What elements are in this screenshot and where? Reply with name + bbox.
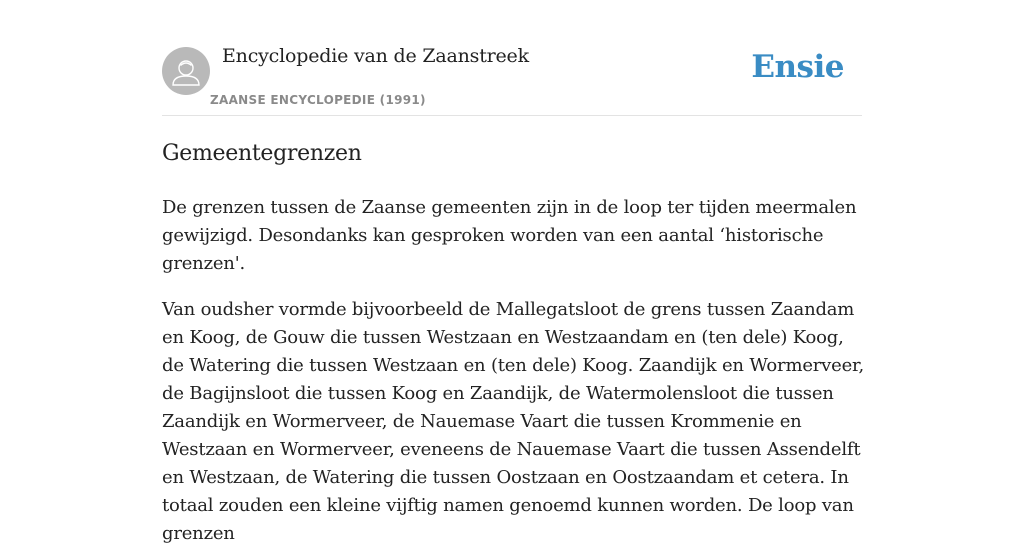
site-title[interactable]: Encyclopedie van de Zaanstreek (222, 45, 529, 67)
user-icon (162, 47, 210, 95)
brand-logo[interactable]: Ensie (751, 49, 844, 85)
site-header (162, 0, 862, 116)
article-paragraph: De grenzen tussen de Zaanse gemeenten zijn in de loop ter tijden meermalen gewijzigd. Desondanks kan gesproken worden van een aantal ‘historische grenzen'. (162, 197, 857, 274)
article-paragraph: Van oudsher vormde bijvoorbeeld de Mallegatsloot de grens tussen Zaandam en Koog, de Gouw die tussen Westzaan en Westzaandam en (ten dele) Koog, de Watering die tussen Westzaan en (ten dele) Koog. Zaandijk en Wormerveer, de Bagijnsloot die tussen Koog en Zaandijk, de Watermolensloot die tussen Zaandijk en Wormerveer, de Nauemase Vaart die tussen Krommenie en Westzaan en Wormerveer, eveneens de Nauemase Vaart die tussen Assendelft en Westzaan, de Watering die tussen Oostzaan en Oostzaandam et cetera. In totaal zouden een kleine vijftig namen genoemd kunnen worden. De loop van grenzen (162, 299, 864, 544)
article-title: Gemeentegrenzen (162, 141, 362, 166)
article (162, 138, 864, 548)
site-subtitle: ZAANSE ENCYCLOPEDIE (1991) (210, 93, 426, 107)
avatar[interactable] (162, 47, 210, 95)
